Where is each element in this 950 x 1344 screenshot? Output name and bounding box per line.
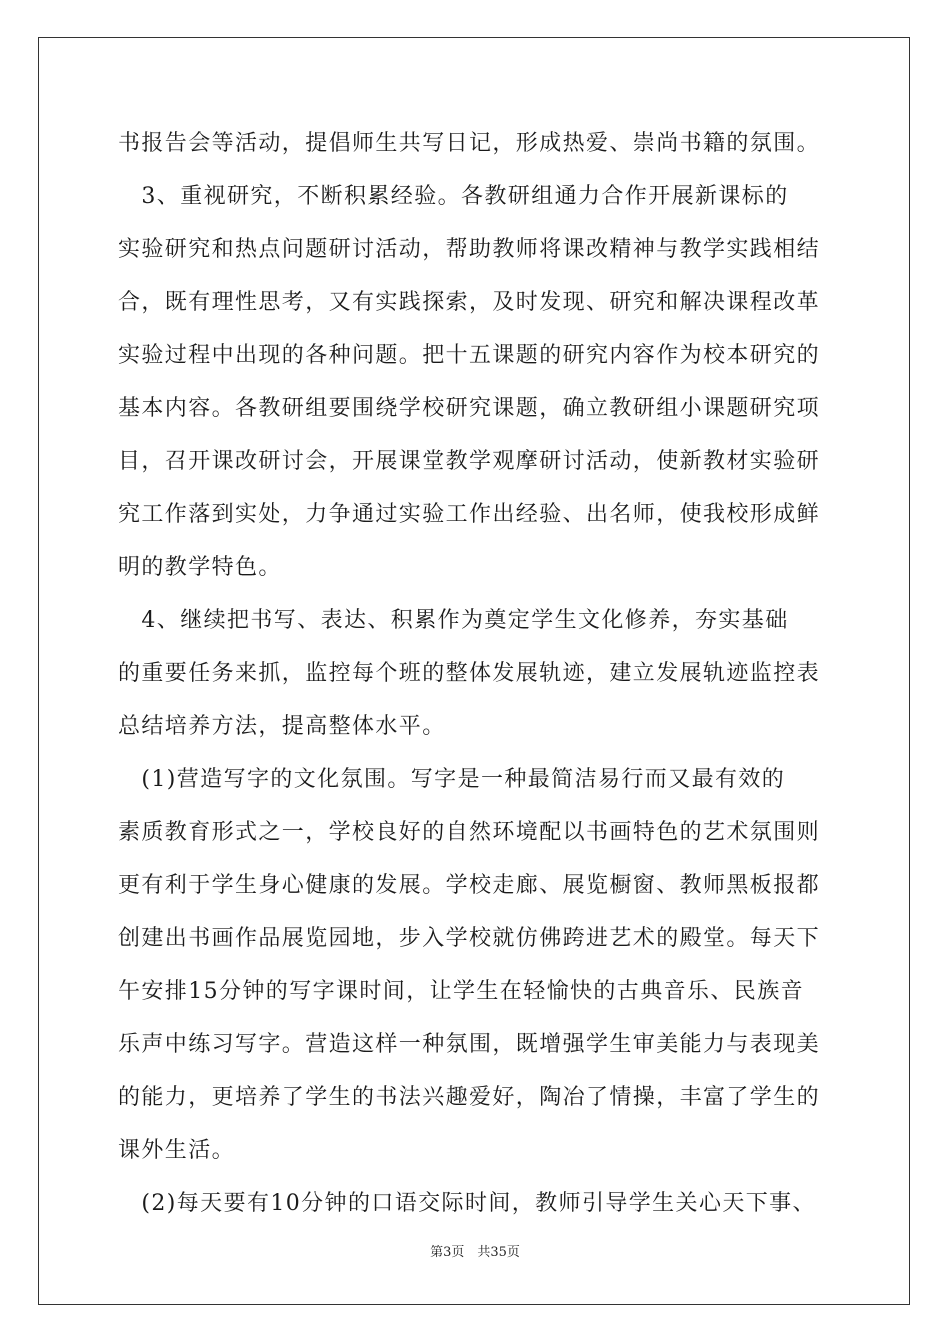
text-line: 乐声中练习写字。营造这样一种氛围，既增强学生审美能力与表现美 bbox=[118, 1032, 821, 1057]
text-line: 素质教育形式之一，学校良好的自然环境配以书画特色的艺术氛围则 bbox=[118, 820, 821, 845]
text-line: 3、重视研究，不断积累经验。各教研组通力合作开展新课标的 bbox=[118, 184, 789, 209]
text-line: 总结培养方法，提高整体水平。 bbox=[118, 714, 446, 739]
text-line: 更有利于学生身心健康的发展。学校走廊、展览橱窗、教师黑板报都 bbox=[118, 873, 821, 898]
text-line: 4、继续把书写、表达、积累作为奠定学生文化修养，夯实基础 bbox=[118, 608, 789, 633]
text-line: 书报告会等活动，提倡师生共写日记，形成热爱、崇尚书籍的氛围。 bbox=[118, 131, 821, 156]
text-line: 明的教学特色。 bbox=[118, 555, 282, 580]
text-line: 的能力，更培养了学生的书法兴趣爱好，陶冶了情操，丰富了学生的 bbox=[118, 1085, 821, 1110]
page-number-label: 第3页 共35页 bbox=[430, 1245, 520, 1260]
text-line: 创建出书画作品展览园地，步入学校就仿佛跨进艺术的殿堂。每天下 bbox=[118, 926, 821, 951]
page-footer bbox=[0, 1244, 950, 1262]
text-line: (2)每天要有10分钟的口语交际时间，教师引导学生关心天下事、 bbox=[118, 1191, 816, 1216]
text-line: 午安排15分钟的写字课时间，让学生在轻愉快的古典音乐、民族音 bbox=[118, 979, 804, 1004]
text-line: 基本内容。各教研组要围绕学校研究课题，确立教研组小课题研究项 bbox=[118, 396, 821, 421]
text-line: 实验研究和热点问题研讨活动，帮助教师将课改精神与教学实践相结 bbox=[118, 237, 821, 262]
text-line: 究工作落到实处，力争通过实验工作出经验、出名师，使我校形成鲜 bbox=[118, 502, 821, 527]
text-line: 课外生活。 bbox=[118, 1138, 236, 1163]
text-line: (1)营造写字的文化氛围。写字是一种最简洁易行而又最有效的 bbox=[118, 767, 786, 792]
text-line: 的重要任务来抓，监控每个班的整体发展轨迹，建立发展轨迹监控表 bbox=[118, 661, 821, 686]
text-line: 实验过程中出现的各种问题。把十五课题的研究内容作为校本研究的 bbox=[118, 343, 821, 368]
text-line: 合，既有理性思考，又有实践探索，及时发现、研究和解决课程改革 bbox=[118, 290, 821, 315]
text-line: 目，召开课改研讨会，开展课堂教学观摩研讨活动，使新教材实验研 bbox=[118, 449, 821, 474]
